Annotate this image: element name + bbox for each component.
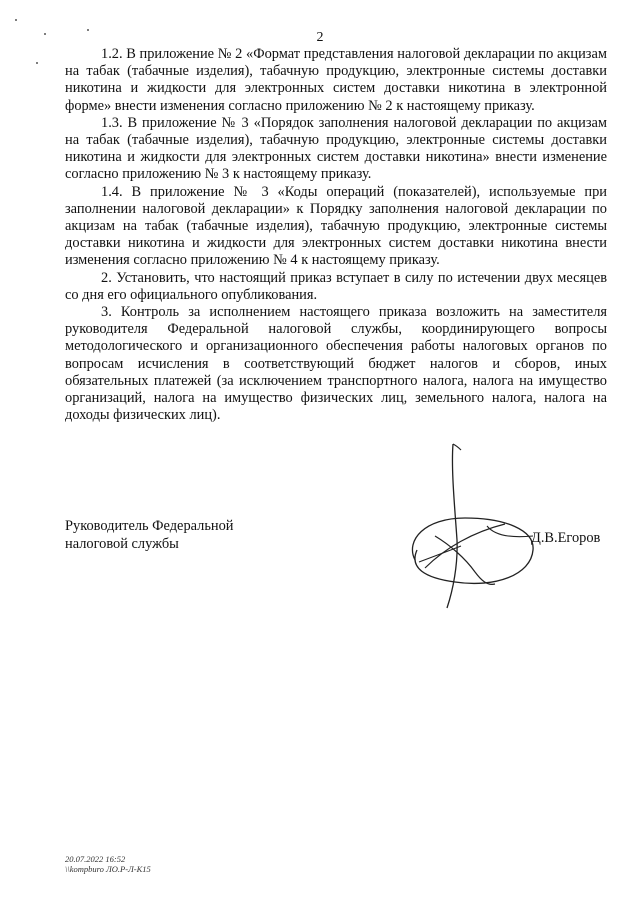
- paragraph-1-4: 1.4. В приложение № 3 «Коды операций (показателей), используемые при заполнении налоговой декларации» к Порядку заполнения налоговой декларации по акцизам на табак (табачные изделия), табачную продукцию, электронные системы доставки никотина и жидкости для электронных систем доставки никотина внести изменения согласно приложению № 4 к настоящему приказу.: [65, 183, 607, 269]
- document-body: [65, 46, 607, 424]
- handwritten-signature: [395, 440, 545, 610]
- footer-file-ref: \\kompburo ЛО.Р-Л-К15: [65, 864, 151, 874]
- signer-title: [65, 517, 234, 553]
- scan-speck: [36, 62, 38, 64]
- paragraph-2: 2. Установить, что настоящий приказ вступает в силу по истечении двух месяцев со дня его официального опубликования.: [65, 269, 607, 303]
- paragraph-3: 3. Контроль за исполнением настоящего приказа возложить на заместителя руководителя Федеральной налоговой службы, координирующего вопросы методологического и организационного обеспечения работы налоговых органов по вопросам исчисления в соответствующий бюджет налогов и сборов, иных обязательных платежей (за исключением транспортного налога, налога на имущество организаций, налога на имущество физических лиц, земельного налога, налога на доходы физических лиц).: [65, 304, 607, 424]
- signer-title-line-2: налоговой службы: [65, 536, 179, 552]
- paragraph-1-3: 1.3. В приложение № 3 «Порядок заполнения налоговой декларации по акцизам на табак (табачные изделия), табачную продукцию, электронные системы доставки никотина и жидкости для электронных систем доставки никотина» внести изменение согласно приложению № 3 к настоящему приказу.: [65, 114, 607, 183]
- page-number: 2: [316, 30, 324, 45]
- scan-speck: [15, 19, 17, 21]
- signer-name: Д.В.Егоров: [531, 530, 601, 546]
- paragraph-1-2: 1.2. В приложение № 2 «Формат представления налоговой декларации по акцизам на табак (табачные изделия), табачную продукцию, электронные системы доставки никотина и жидкости для электронных систем доставки никотина в электронной форме» внести изменения согласно приложению № 2 к настоящему приказу.: [65, 46, 607, 114]
- signer-title-line-1: Руководитель Федеральной: [65, 518, 234, 534]
- footer-timestamp: 20.07.2022 16:52: [65, 854, 126, 864]
- footer: [65, 854, 151, 874]
